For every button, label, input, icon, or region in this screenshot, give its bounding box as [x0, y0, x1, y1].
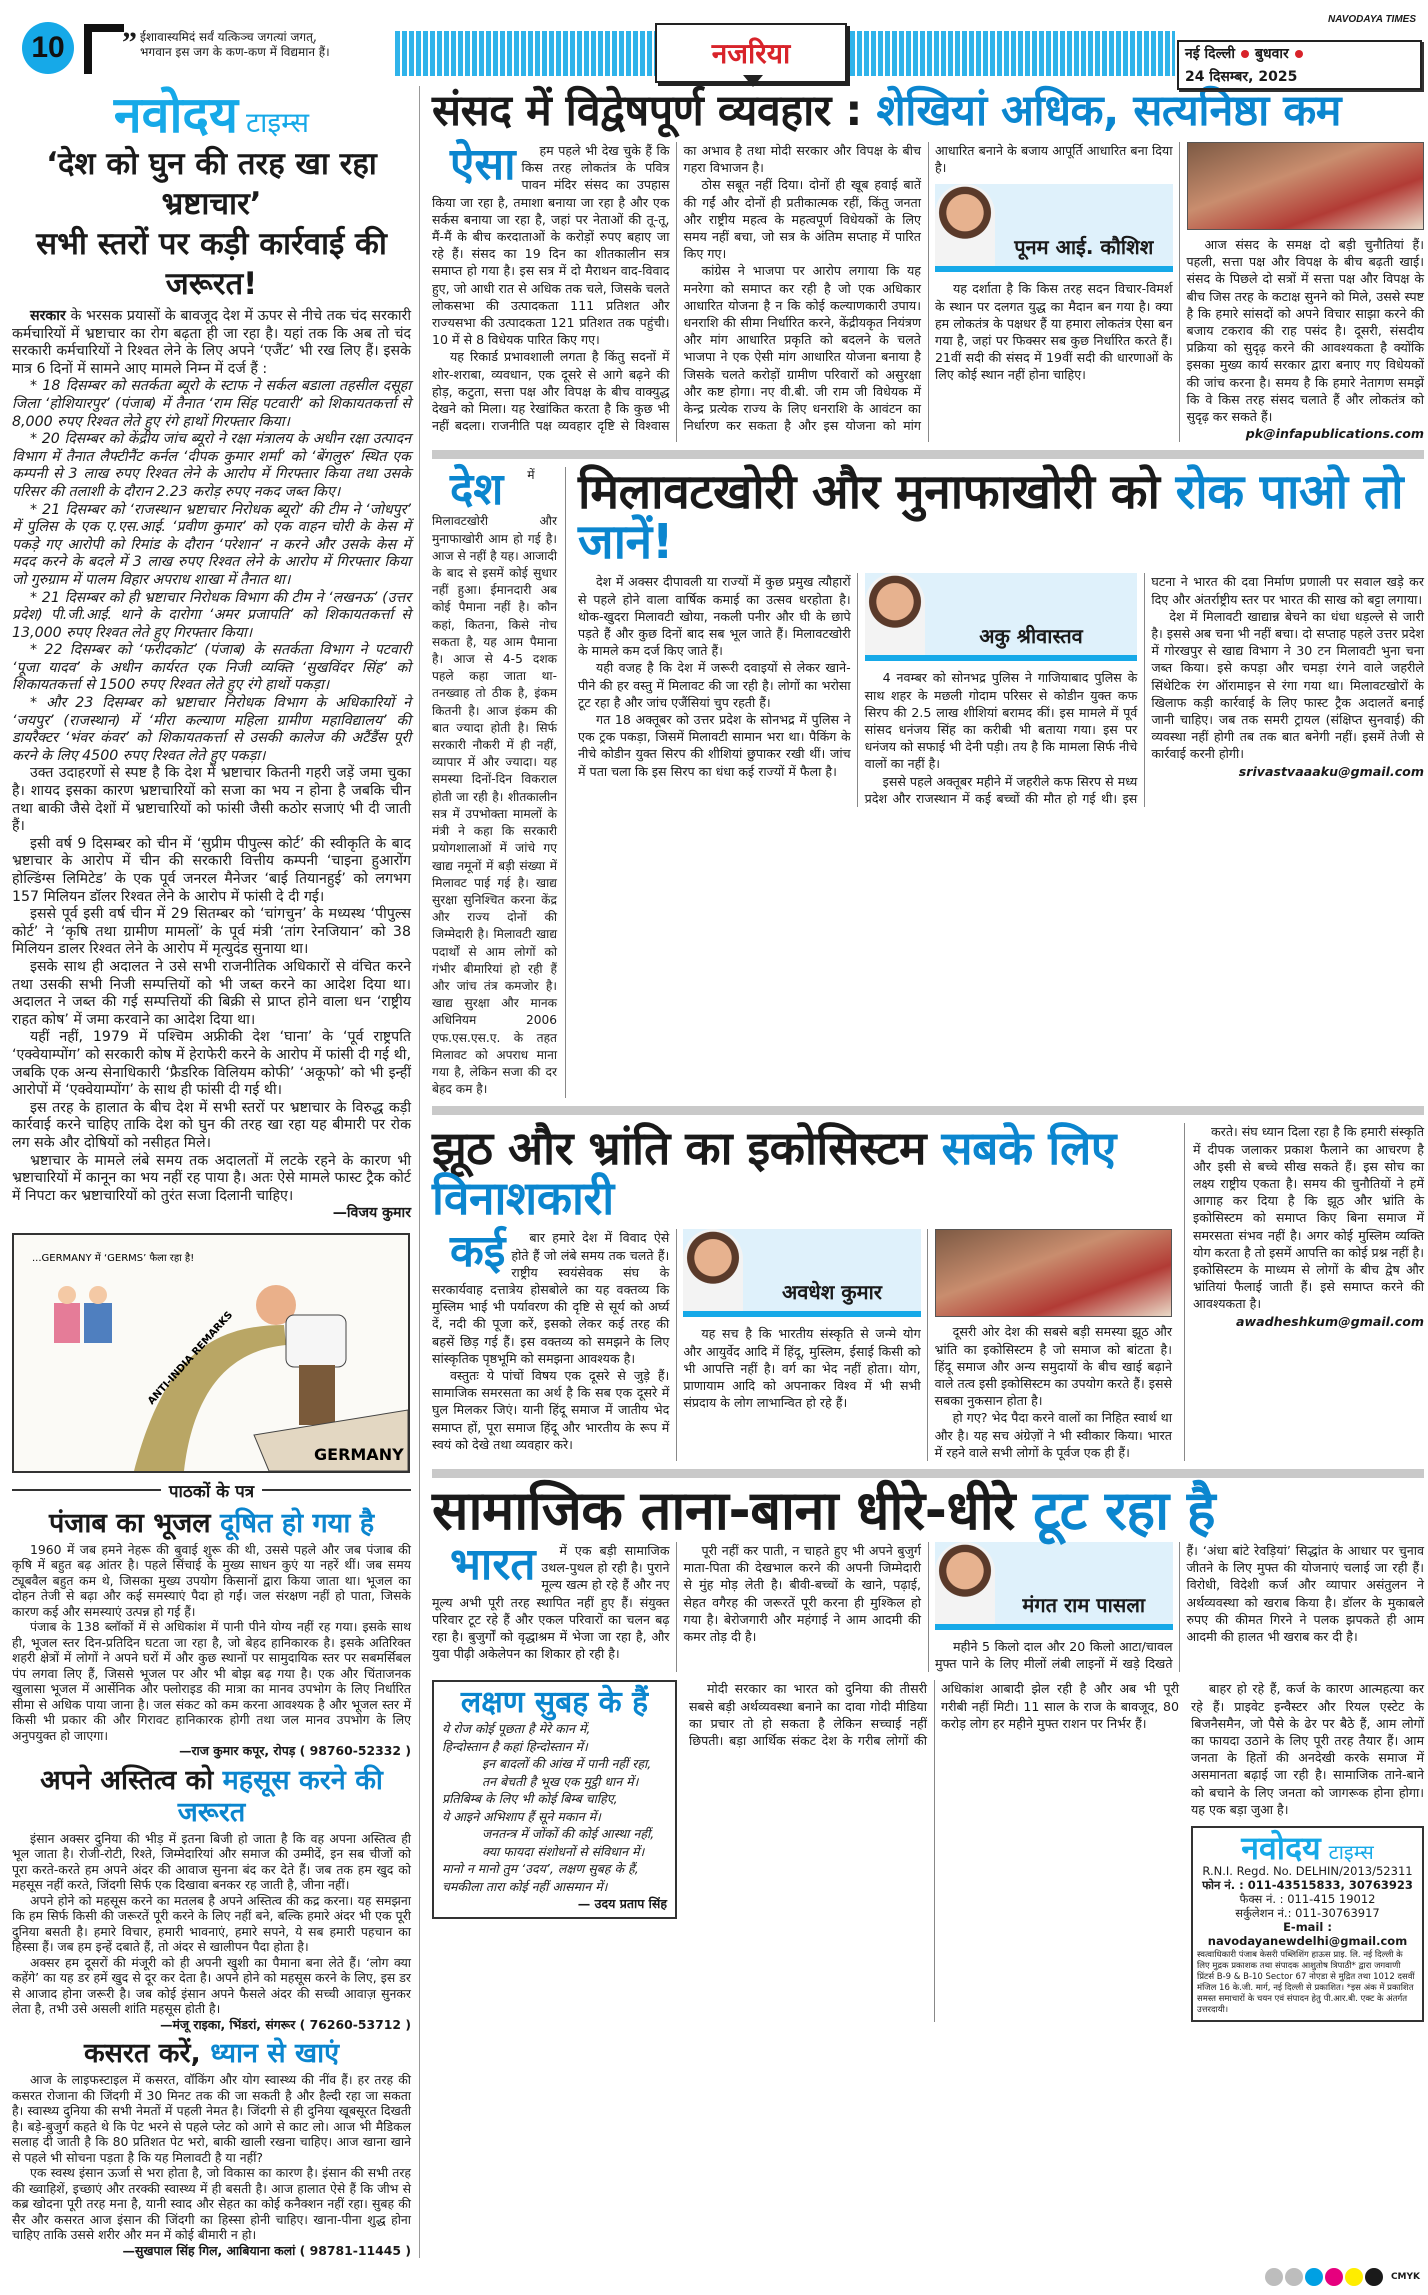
cartoon-drawing — [14, 1235, 408, 1471]
editorial-cartoon — [12, 1233, 410, 1473]
print-marks — [0, 2268, 1428, 2294]
registration-dot — [1305, 2268, 1323, 2286]
paragraph-text: इससे पहले अक्तूबर महीने में जहरीले कफ सिरप से मध्य प्रदेश और राजस्थान में कई बच्चों की मौत हो गई थी। इस घटना ने भारत की दवा निर्माण प्रणाली पर सवाल खड़े कर दिए और अंतर्राष्ट्रीय स्तर पर भारत की साख को बट्टा लगाया। — [864, 574, 1424, 806]
paragraph: इसके साथ ही अदालत ने उसे सभी राजनीतिक अधिकारों से वंचित करने तथा उसकी सभी निजी सम्पत्तियों को भी जब्त करने का आदेश दिया था। अदालत ने जब्त की गई सम्पत्तियों की बिक्री से प्राप्त होने वाला धन ‘राष्ट्रीय राहत कोष’ में जमा करवाने का आदेश दिया था। — [12, 958, 411, 1028]
section-separator — [432, 450, 1424, 459]
bullet-item: * 18 दिसम्बर को सतर्कता ब्यूरो के स्टाफ ने सर्कल बडाला तहसील दसूहा जिला ‘होशियारपुर’ (पंजाब) में तैनात ‘राम सिंह पटवारी’ को शिकायतकर्त्ता से 8,000 रुपए रिश्वत लेते हुए रंगे हाथों गिरफ्तार किया। — [12, 378, 411, 430]
section-separator — [432, 1106, 1424, 1115]
paragraph: 1960 में जब हमने नेहरू की बुवाई शुरू की थी, उससे पहले और जब पंजाब की कृषि में बहुत बढ़ आंतर है। पहले सिंचाई के मुख्य साधन कुएं या नहरें थीं। जब समय ट्यूबवैल बहुत कम थे, जिसका मुख्य उपयोग किसानों द्वारा किया जाता था। भूजल का दोहन तेजी से बढ़ा और कई समस्याएं पैदा हो गईं। जल संरक्षण नहीं हो पाता, जिसके कारण कई और समस्याएं उत्पन्न हो गई हैं। — [12, 1541, 411, 1619]
paper-name: NAVODAYA TIMES — [1328, 14, 1416, 25]
headline-dark: झूठ और भ्रांति का इकोसिस्टम — [432, 1121, 926, 1176]
article-body — [1191, 1680, 1424, 1818]
headline-blue: रोक पाओ तो जानें! — [578, 464, 1404, 571]
author-byline — [865, 573, 1138, 661]
paragraph-text: यह रिकार्ड प्रभावशाली लगता है किंतु सदनों में शोर-शराबा, व्यवधान, एक दूसरे से आगे बढ़ने की होड़, कटुता, सत्ता पक्ष और विपक्ष के बीच वाक्युद्ध देखने को मिला। यह रेखांकित करता है कि कुछ भी नहीं बदला। राजनीति पक्ष व्यवहार दृष्टि से विश्वास का अभाव है तथा मोदी सरकार और विपक्ष के बीच गहरा विभाजन है। — [432, 143, 921, 434]
poem-line: ये आइने अभिशाप हैं सूने मकान में। — [442, 1808, 601, 1824]
paragraph-text: देश में मिलावटी खाद्यान्न बेचने का धंधा धड़ल्ले से जारी है। इससे अब चना भी नहीं बचा। दो सप्ताह पहले उत्तर प्रदेश में गोरखपुर से खाद्य विभाग ने 30 टन मिलावटी भुना चना जब्त किया। इसे कपड़ा और चमड़ा रंगने वाले जहरीले सिंथेटिक रंग ऑरामाइन से रंगा गया था। मिलावटखोरों के खिलाफ कड़ी कार्रवाई के लिए फास्ट ट्रैक अदालतें बनाई जानी चाहिए। जब तक समरी ट्रायल (संक्षिप्त सुनवाई) की व्यवस्था नहीं होगी तब तक बात बनेगी नहीं। इसमें तेजी से कार्रवाई करनी होगी। — [1151, 608, 1424, 762]
article-body — [432, 1226, 1172, 1461]
paragraph-text: देश में अक्सर दीपावली या राज्यों में कुछ प्रमुख त्यौहारों से पहले होने वाला वार्षिक कमाई का उत्सव धरहोता है। थोक-खुदरा मिलावटी खोया, नकली पनीर और घी के छापे पड़ते हैं और कुछ दिनों बाद सब भूल जाते हैं। मिलावटखोरी के मामले कम दर्ज किए जाते हैं। — [578, 574, 851, 659]
paragraph-text: गत 18 अक्तूबर को उत्तर प्रदेश के सोनभद्र में पुलिस ने एक ट्रक पकड़ा, जिसमें मिलावटी सामान भरा था। पैकिंग के नीचे कोडीन युक्त सिरप की शीशियां छुपाकर रखी थीं। जांच में पता चला कि इस सिरप का धंधा कई राज्यों में फैला है। — [578, 712, 851, 779]
paragraph-text: यही वजह है कि देश में जरूरी दवाइयों से लेकर खाने-पीने की हर वस्तु में मिलावट की जा रही है। लोगों का भरोसा टूट रहा है और जांच एजैंसियां चुप रहती हैं। — [578, 660, 851, 710]
headline-blue: महसूस करने की जरूरत — [177, 1764, 383, 1828]
header-quote — [122, 26, 390, 60]
paragraph — [935, 1409, 1172, 1461]
lead-word: सरकार — [30, 308, 66, 324]
bullet-item: * 20 दिसम्बर को केंद्रीय जांच ब्यूरो ने रक्षा मंत्रालय के अधीन रक्षा उत्पादन विभाग में तैनात लैफ्टीनैंट कर्नल ‘दीपक कुमार शर्मा’ को ‘बेंगलुरु’ स्थित एक कम्पनी से 3 लाख रुपए रिश्वत लेने के आरोप में गिरफ्तार किया तथा उसके परिसर की तलाशी के दौरान 2.23 करोड़ रुपए नकद जब्त किए। — [12, 431, 411, 500]
registration-dot — [1345, 2268, 1363, 2286]
cartoon-label: ANTI-INDIA REMARKS — [146, 1309, 236, 1407]
dropcap: कई — [450, 1226, 506, 1278]
paragraph — [689, 1680, 1179, 1749]
headline-dark: कसरत करें, — [83, 2038, 201, 2070]
paragraph — [1193, 1123, 1424, 1312]
author-name: अवधेश कुमार — [782, 1280, 882, 1305]
article-body — [689, 1680, 1179, 2022]
registration-dot — [1365, 2268, 1383, 2286]
quote-line-1: ईशावास्यमिदं सर्वं यत्किञ्च जगत्यां जगत्, — [140, 30, 317, 44]
article — [432, 1478, 1424, 2022]
bullet-item: * और 23 दिसम्बर को भ्रष्टाचार निरोधक विभाग के अधिकारियों ने ‘जयपुर’ (राजस्थान) में ‘मीरा कल्याण महिला ग्रामीण महाविद्यालय’ की डायरैक्टर ‘भंवर कंवर’ को शिकायतकर्त्ता से उसकी कालेज की अटैंडैंस पूरी करने के लिए 4500 रुपए रिश्वत लेते हुए पकड़ा। — [12, 695, 411, 764]
headline-blue: दूषित हो गया है — [220, 1507, 375, 1539]
cmyk-mark: CMYK — [1390, 2272, 1420, 2283]
paragraph: पंजाब के 138 ब्लॉकों में से अधिकांश में पानी पीने योग्य नहीं रह गया। इसके साथ ही, भूजल स्तर दिन-प्रतिदिन घटता जा रहा है, जो बेहद हानिकारक है। इसके अतिरिक्त शहरी क्षेत्रों में लोगों ने अपने घरों में और कुछ स्थानों पर सामुदायिक स्तर पर सबमर्सिबल पंप लगवा लिए हैं, जिससे भूजल पर और भी बोझ बढ़ गया है। एक और चिंताजनक खुलासा भूजल में आर्सेनिक और फ्लोराइड की मात्रा का मानव उपभोग के लिए निर्धारित सीमा से अधिक पाया जाना है। जल संकट को कम करना आवश्यक है और भूजल स्तर में किसी भी प्रकार की और गिरावट हानिकारक होगी तथा जल मानव उपभोग के लिए अनुपयुक्त हो जाएगा। — [12, 1619, 411, 1743]
poem-line: चमकीला तारा कोई नहीं आसमान में। — [442, 1878, 608, 1894]
article — [432, 464, 1424, 1098]
woman-figure — [54, 1303, 80, 1343]
author-email: awadheshkum@gmail.com — [1236, 1313, 1424, 1329]
paragraph-text: वस्तुतः ये पांचों विषय एक दूसरे से जुड़े हैं। सामाजिक समरसता का अर्थ है कि सब एक दूसरे में घुल मिलकर जिएं। यानी हिंदू समाज में जातीय भेद समाप्त हों, पूरा समाज हिंदू और भारतीय के रूप में स्वयं को देखे तथा व्यवहार करे। — [432, 1367, 670, 1452]
circulation: सर्कुलेशन नं.: 011-30763917 — [1235, 1906, 1380, 1920]
bullet-item: * 22 दिसम्बर को ‘फरीदकोट’ (पंजाब) के सतर्कता विभाग ने पटवारी ‘पूजा यादव’ के अधीन कार्यरत एक निजी व्यक्ति ‘सुखविंदर सिंह’ को शिकायतकर्त्ता से 1500 रुपए रिश्वत लेते हुए रंगे हाथों पकड़ा। — [12, 642, 411, 694]
paragraph-text: कांग्रेस ने भाजपा पर आरोप लगाया कि यह मनरेगा को समाप्त कर रही है जो एक अधिकार आधारित योजना है न कि कोई कल्याणकारी उपाय। धनराशि की सीमा निर्धारित करने, केंद्रीयकृत नियंत्रण और मांग आधारित प्रकृति को बदलने के चलते भाजपा ने एक ऐसी मांग आधारित योजना बनाया है जिसके चलते करोड़ों ग्रामीण परिवारों को असुरक्षा और कष्ट होगा। नए वी.बी. जी राम जी विधेयक में केन्द्र प्रत्येक राज्य के लिए धनराशि के आवंटन का निर्धारण कर सकता है और इस योजना को मांग आधारित बनाने के बजाय आपूर्ति आधारित बना दिया है। — [683, 143, 1173, 434]
author-byline — [935, 1542, 1173, 1630]
paragraph-text: बार हमारे देश में विवाद ऐसे होते हैं जो लंबे समय तक चलते हैं। राष्ट्रीय स्वयंसेवक संघ के सरकार्यवाह दत्तात्रेय होसबोले का यह वक्तव्य कि मुस्लिम भाई भी पर्यावरण की दृष्टि से सूर्य को अर्घ्य दें, नदी की पूजा करें, इसको लेकर कई तरह की बहसें छिड़ गई हैं। इस वक्तव्य को समझने के लिए सांस्कृतिक पृष्ठभूमि को समझना आवश्यक है। — [432, 1230, 670, 1366]
paragraph — [1187, 236, 1425, 425]
left-column — [12, 86, 420, 2258]
author-byline — [935, 184, 1173, 272]
article-intro — [432, 464, 566, 1098]
article-body — [432, 139, 1424, 442]
paragraph — [432, 1538, 670, 1662]
paragraph — [684, 1542, 922, 1645]
author-photo — [865, 573, 925, 655]
quote-mark-icon: ” — [122, 26, 137, 59]
paragraph-text: 4 नवम्बर को सोनभद्र पुलिस ने गाजियाबाद पुलिस के साथ शहर के मछली गोदाम परिसर से कोडीन युक्त कफ सिरप की 2.5 लाख शीशियां बरामद कीं। इस मामले में पूर्व सांसद धनंजय सिंह का करीबी भी बताया गया। इस पर धनंजय को सफाई भी देनी पड़ी। तय है कि मामला सिर्फ नीचे वालों का नहीं है। — [864, 670, 1138, 772]
paragraph-text: यह दर्शाता है कि किस तरह सदन विचार-विमर्श के स्थान पर दलगत युद्ध का मैदान बन गया है। क्या हम लोकतंत्र के पक्षधर हैं या हमारा लोकतंत्र ऐसा बन गया है, जहां पर फिक्सर सब कुछ निर्धारित करते हैं। 21वीं सदी की संसद में 19वीं सदी की धारणाओं के लिए कोई स्थान नहीं होना चाहिए। — [935, 281, 1173, 383]
masthead-logo — [1197, 1829, 1418, 1867]
letter-author: —मंजू राइका, भिंडरां, संगरूर ( 76260-53712 ) — [160, 2016, 411, 2032]
headline-blue: ध्यान से खाएं — [210, 2038, 340, 2070]
registration-dot — [1285, 2268, 1303, 2286]
letter-headline — [12, 1765, 411, 1829]
article-main — [578, 464, 1424, 1098]
paragraph-text: में मिलावटखोरी और मुनाफाखोरी आम हो गई है। आज से नहीं है यह। आजादी के बाद से इसमें कोई सुधार नहीं हुआ। ईमानदारी अब कोई पैमाना नहीं है। कौन कहां, कितना, किसे नोच सकता है, यह आम पैमाना है। आज से 4-5 दशक पहले कहा जाता था- तनख्वाह तो ठीक है, इंकम कितनी है। आज इंकम की बात ज्यादा होती है। सिर्फ सरकारी नौकरी में ही नहीं, व्यापार में और ज्यादा। यह समस्या दिनों-दिन विकराल होती जा रही है। शीतकालीन सत्र में उपभोक्ता मामलों के मंत्री ने कहा कि सरकारी प्रयोगशालाओं में जांचे गए खाद्य नमूनों में बड़ी संख्या में मिलावट पाई गई है। खाद्य सुरक्षा सुनिश्चित करना केंद्र और राज्य दोनों की जिम्मेदारी है। मिलावटी खाद्य पदार्थों से आम लोगों को गंभीर बीमारियां हो रही हैं और जांच तंत्र कमजोर है। खाद्य सुरक्षा और मानक अधिनियम 2006 एफ.एस.एस.ए. के तहत मिलावट को अपराध माना गया है, लेकिन सजा की दर बेहद कम है। — [432, 468, 557, 1097]
logo-main: नवोदय — [1241, 1829, 1321, 1867]
bullet-item: * 21 दिसम्बर को ‘राजस्थान भ्रष्टाचार निरोधक ब्यूरो’ की टीम ने ‘जोधपुर’ में पुलिस के एक ए.एस.आई. ‘प्रवीण कुमार’ को एक वाहन चोरी के केस में पकड़े गए आरोपी को रिमांड के दौरान ‘परेशान’ न करने और उसके केस में मदद करने के बदले में 3 लाख रुपए रिश्वत लेने के आरोप में गिरफ्तार किया जो गुरुग्राम में पालम विहार अपराध शाखा में तैनात था। — [12, 501, 411, 588]
author-name: अकु श्रीवास्तव — [979, 624, 1083, 649]
poem-line: मानो न मानो तुम ‘उदय’, लक्षण सुबह के हैं, — [442, 1861, 639, 1877]
paragraph — [578, 711, 851, 780]
dropcap: देश — [450, 464, 504, 516]
paragraph: इससे पूर्व इसी वर्ष चीन में 29 सितम्बर को ‘चांगचुन’ के मध्यस्थ ‘पीपुल्स कोर्ट’ ने ‘कृषि तथा ग्रामीण मामलों’ के पूर्व मंत्री ‘तांग रेनजियान’ को 38 मिलियन डालर रिश्वत लेने के आरोप में मृत्युदंड सुनाया था। — [12, 906, 411, 958]
registration-marks — [1265, 2268, 1383, 2286]
paragraph: अपने होने को महसूस करने का मतलब है अपने अस्तित्व की कद्र करना। यह समझना कि हम सिर्फ किसी की जरूरतें पूरी करने के लिए नहीं बने, बल्कि हमारे अंदर भी एक पूरी दुनिया बसती है। हमारे विचार, हमारी भावनाएं, हमारे सपने, ये सब हमारी पहचान का हिस्सा हैं। जब हम इन्हें दबाते हैं, तो अंदर से खालीपन पैदा होता है। — [12, 1892, 411, 1955]
letter-headline — [12, 1508, 411, 1540]
poem-line: ये रोज कोई पूछता है मेरे कान में, — [442, 1721, 591, 1737]
author-photo — [683, 1229, 743, 1311]
city: नई दिल्ली — [1185, 46, 1236, 62]
paragraph-text: आज संसद के समक्ष दो बड़ी चुनौतियां हैं। पहली, सत्ता पक्ष और विपक्ष के बीच बढ़ती खाई। संसद के पिछले दो सत्रों में सत्ता पक्ष और विपक्ष के बीच जिस तरह के कटाक्ष सुनने को मिले, उससे स्पष्ट है कि हमारे सांसदों को अपने विचार साझा करने की बजाय टकराव की राह पसंद है। दूसरी, संसदीय प्रक्रिया को सुदृढ़ करने की आवश्यकता है क्योंकि इसका मुख्य कार्य सरकार द्वारा बनाए गए विधेयकों की जांच करना है। समय है कि हमारे नेतागण समझें कि वे किस तरह संसद चलाते हैं और लोकतंत्र को सुदृढ़ कर सकते हैं। — [1186, 237, 1424, 425]
editorial-body — [12, 308, 411, 1223]
author-email: pk@infapublications.com — [1245, 426, 1424, 442]
author-byline — [683, 1229, 920, 1317]
headline-dark: मिलावटखोरी और मुनाफाखोरी को — [578, 464, 1160, 521]
paragraph — [683, 1325, 920, 1411]
article — [432, 1123, 1424, 1461]
paragraph — [432, 1367, 669, 1453]
author-name: मंगत राम पासला — [1022, 1592, 1146, 1617]
poem-line: हिन्दोस्तान है कहां हिन्दोस्तान में। — [442, 1738, 588, 1754]
paragraph-text: ठोस सबूत नहीं दिया। दोनों ही खूब हवाई बातें की गईं और दोनों ही प्रतीकात्मक रहीं, किंतु जनता और राष्ट्रीय महत्व के महत्वपूर्ण विधेयकों के लिए समय नहीं बचा, जो सत्र के अंतिम सप्ताह में पारित किए गए। — [683, 177, 921, 262]
headline-line-2: सभी स्तरों पर कड़ी कार्रवाई की जरूरत! — [36, 226, 387, 302]
article-body — [578, 573, 1424, 807]
day: बुधवार — [1255, 46, 1289, 62]
dropcap: भारत — [450, 1538, 536, 1590]
article-headline — [578, 464, 1424, 571]
page-number: 10 — [22, 22, 74, 74]
paragraph-text: हो गए? भेद पैदा करने वालों का निहित स्वार्थ था और है। यह सच अंग्रेज़ों ने भी स्वीकार किया। भारत में रहने वाले सभी लोगों के पूर्वज एक ही हैं। — [934, 1410, 1172, 1460]
author-photo — [935, 1542, 995, 1624]
paragraph: आज के लाइफस्टाइल में कसरत, वॉकिंग और योग स्वास्थ्य की नींव हैं। हर तरह की कसरत रोजाना की जिंदगी में 30 मिनट तक की जा सकती है और हैल्दी रहा जा सकता है। स्वास्थ्य दुनिया की सभी नेमतों में पहली नेमत है। जिंदगी से ही दुनिया खूबसूरत दिखती है। बड़े-बुजुर्ग कहते थे कि पेट भरने से पहले प्लेट को आगे से काट लो। आज भी मैडिकल सलाह दी जाती है कि 80 प्रतिशत पेट भरो, बाकी खाली रखना चाहिए। आज खाना खाने से पहले भी सोचना पड़ता है कि यह मिलावटी है या नहीं? — [12, 2072, 411, 2165]
man-shirt — [286, 1315, 346, 1367]
poem-line: प्रतिबिम्ब के लिए भी कोई बिम्ब चाहिए, — [442, 1791, 618, 1807]
masthead-email: E-mail : navodayanewdelhi@gmail.com — [1207, 1920, 1408, 1948]
paragraph-text: बाहर हो रहे हैं, कर्ज के कारण आत्महत्या कर रहे हैं। प्राइवेट इन्वैस्टर और रियल एस्टेट के बिजनैसमैन, जो पैसे के ढेर पर बैठे हैं, आम लोगों का फायदा उठाने के लिए पूरी तरह तैयार हैं। आम जनता के हितों की अनदेखी करके समाज में असमानता बढ़ाई जा रही है। सामाजिक ताने-बाने को बचाने के लिए जनता को जागरूक होना होगा। यह एक बड़ा जुआ है। — [1191, 1681, 1424, 1817]
author-email: srivastvaaaku@gmail.com — [1238, 763, 1424, 779]
paragraph — [432, 1226, 670, 1367]
paragraph — [1151, 608, 1424, 763]
fax: फैक्स नं. : 011-415 19012 — [1239, 1892, 1376, 1906]
poem-title: लक्षण सुबह के हैं — [460, 1685, 649, 1721]
paragraph — [935, 280, 1173, 383]
paragraph: इंसान अक्सर दुनिया की भीड़ में इतना बिजी हो जाता है कि वह अपना अस्तित्व ही भूल जाता है। रोजी-रोटी, रिश्ते, जिम्मेदारियां और समाज की उम्मीदें, इन सब चीजों को पूरा करते-करते हम अपने अंदर की आवाज सुनना बंद कर देते हैं। जब तक हम खुद को महसूस नहीं करते, जिंदगी सिर्फ एक दिखावा बनकर रह जाती है, जीना नहीं। — [12, 1830, 411, 1893]
paragraph-text: पूरी नहीं कर पाती, न चाहते हुए भी अपने बुजुर्ग माता-पिता की देखभाल करने की अपनी जिम्मेदारी से मुंह मोड़ लेती है। बीवी-बच्चों के खाने, पढ़ाई, सेहत वगैरह की जरूरतें पूरी करना ही मुश्किल हो गया है। बेरोजगारी और महंगाई ने आम आदमी की कमर तोड़ दी है। — [683, 1542, 921, 1644]
section-title: नजरिया — [655, 23, 847, 83]
section-separator — [432, 1469, 1424, 1478]
paragraph: उक्त उदाहरणों से स्पष्ट है कि देश में भ्रष्टाचार कितनी गहरी जड़ें जमा चुका है। शायद इसका कारण भ्रष्टाचारियों को सजा का भय न होना है जबकि चीन तथा बाकी जैसे देशों में भ्रष्टाचारियों को फांसी जैसी कठोर सजाएं भी दी जाती हैं। — [12, 765, 411, 835]
paragraph — [865, 669, 1138, 772]
paragraph-text: करते। संघ ध्यान दिला रहा है कि हमारी संस्कृति में दीपक जलाकर प्रकाश फैलाने का आचरण है और इसी से बच्चे सीख सकते हैं। इस सोच का लक्ष्य राष्ट्रीय एकता है। समय की चुनौतियों ने हमें आगाह कर दिया है कि झूठ और भ्रांति के इकोसिस्टम को समाप्त किए बिना समाज में समरसता संभव नहीं है। अगर कोई मुस्लिम व्यक्ति योग करता है तो इसमें आपत्ति का कोई प्रश्न नहीं है। इकोसिस्टम के माध्यम से लोगों के बीच द्वेष और भ्रांतियां फैलाई जाती हैं। इसे समाप्त करने की आवश्यकता है। — [1193, 1124, 1424, 1312]
paragraph: भ्रष्टाचार के मामले लंबे समय तक अदालतों में लटके रहने के कारण भी भ्रष्टाचारियों में कानून का भय नहीं रह पाया है। अतः ऐसे मामले फास्ट ट्रैक कोर्ट में निपटा कर भ्रष्टाचारियों को तुरंत सजा दिलानी चाहिए। — [12, 1152, 411, 1204]
paragraph: यहीं नहीं, 1979 में पश्चिम अफ्रीकी देश ‘घाना’ के ‘पूर्व राष्ट्रपति ‘एक्वेयाम्पोंग’ को सरकारी कोष में हेराफेरी करने के आरोप में फांसी दी गई थी, जबकि एक अन्य सेनाधिकारी ‘फ्रैडरिक विलियम कोफी’ ‘अकूफो’ को भी इन्हीं आरोपों में ‘एक्वेयाम्पोंग’ के साथ ही फांसी दी गई थी। — [12, 1029, 411, 1099]
registration-dot — [1325, 2268, 1343, 2286]
date: 24 दिसम्बर, 2025 — [1185, 69, 1298, 85]
headline-blue: सबके लिए विनाशकारी — [432, 1121, 1116, 1226]
article-photo — [935, 1229, 1172, 1317]
rni-number: R.N.I. Regd. No. DELHIN/2013/52311 — [1202, 1864, 1413, 1878]
paragraph: अक्सर हम दूसरों की मंजूरी को ही अपनी खुशी का पैमाना बना लेते हैं। ‘लोग क्या कहेंगे’ का यह डर हमें खुद से दूर कर देता है। अपने होने को महसूस करने के लिए, इस डर से आजाद होना जरूरी है। जब कोई इंसान अपने फैसले अंदर की सच्ची आवाज़ सुनकर लेता है, तभी उसे असली शांति महसूस होती है। — [12, 1954, 411, 2017]
article-headline — [432, 86, 1424, 136]
articles-column — [432, 86, 1424, 2258]
paragraph — [432, 464, 557, 1098]
bullet-item: * 21 दिसम्बर को ही भ्रष्टाचार निरोधक विभाग की टीम ने ‘लखनऊ’ (उत्तर प्रदेश) पी.जी.आई. थाने के दारोगा ‘अमर प्रजापति’ को शिकायतकर्त्ता से 13,000 रुपए रिश्वत लेते हुए गिरफ्तार किया। — [12, 589, 411, 641]
page-body — [0, 86, 1428, 2268]
paragraph-text: यह सच है कि भारतीय संस्कृति से जन्मे योग और आयुर्वेद आदि में हिंदू, मुस्लिम, ईसाई किसी को भी आपत्ति नहीं है। वर्ग का भेद नहीं होता। योग, प्राणायाम आदि को अपनाकर विश्व में भी सभी संप्रदाय के लोग लाभान्वित हो रहे हैं। — [683, 1326, 921, 1411]
article — [432, 86, 1424, 442]
paragraph-text: में एक बड़ी सामाजिक उथल-पुथल हो रही है। पुराने मूल्य खत्म हो रहे हैं और नए मूल्य अभी पूरी तरह स्थापित नहीं हुए हैं। संयुक्त परिवार टूट रहे हैं और एकल परिवारों का चलन बढ़ रहा है। बुजुर्गों को वृद्धाश्रम में भेजा जा रहा है, और युवा पीढ़ी अकेलेपन का शिकार हो रही है। — [432, 1542, 670, 1662]
man-figure-small — [84, 1303, 112, 1343]
paragraph — [1191, 1680, 1424, 1818]
letter-headline — [12, 2038, 411, 2070]
masthead-box — [1191, 1826, 1424, 2022]
logo-sub: टाइम्स — [1328, 1840, 1374, 1864]
paragraph: एक स्वस्थ इंसान ऊर्जा से भरा होता है, जो विकास का कारण है। इंसान की सभी तरह की ख्वाहिशें, इच्छाएं और तरक्की स्वास्थ्य में ही बसती है। आज हालात ऐसे हैं कि जीभ से कब्र खोदना पूरी तरह मना है, यानी स्वाद और सेहत का कोई कनैक्शन नहीं रहा। सुबह की सैर और कसरत आज इंसान की जिंदगी का हिस्सा होनी चाहिए। खाना-पीना शुद्ध होना चाहिए ताकि उससे शरीर और मन में कोई बीमारी न हो। — [12, 2165, 411, 2243]
dot-icon — [1241, 50, 1249, 58]
poem-line: इन बादलों की आंख में पानी नहीं रहा, — [482, 1756, 652, 1772]
logo-sub: टाइम्स — [245, 106, 310, 140]
paragraph — [935, 1323, 1172, 1409]
paragraph-text: दूसरी ओर देश की सबसे बड़ी समस्या झूठ और भ्रांति का इकोसिस्टम है जो समाज को बांटता है। हिंदू समाज और अन्य समुदायों के बीच खाई बढ़ाने वाले तत्व इसी इकोसिस्टम का उपयोग करते हैं। इससे सबका नुकसान होता है। — [934, 1324, 1172, 1409]
article-last-column — [1191, 1680, 1424, 2022]
phone: फोन नं. : 011-43515833, 30763923 — [1202, 1878, 1413, 1892]
paragraph-text: महीने 5 किलो दाल और 20 किलो आटा/चावल मुफ्त पाने के लिए मीलों लंबी लाइनों में खड़े दिखते हैं। ‘अंधा बांटे रेवड़ियां’ सिद्धांत के आधार पर चुनाव जीतने के लिए मुफ्त की योजनाएं चलाई जा रही हैं। विरोधी, विदेशी कर्ज और व्यापार असंतुलन ने अर्थव्यवस्था को खराब किया है। डॉलर के मुकाबले रुपए की कीमत गिरने ने पलक झपकते ही आम आदमी की हालत भी खराब कर दी है। — [935, 1542, 1424, 1672]
headline-blue: शेखियां अधिक, सत्यनिष्ठा कम — [876, 86, 1342, 136]
cartoon-speech: ...GERMANY में ‘GERMS’ फैला रहा है! — [32, 1252, 195, 1264]
paragraph-text: मोदी सरकार का भारत को दुनिया की तीसरी सबसे बड़ी अर्थव्यवस्था बनाने का दावा गोदी मीडिया का प्रचार तो हो सकता है लेकिन सच्चाई नहीं छिपती। बड़ा आर्थिक संकट देश के गरीब लोगों की अधिकांश आबादी झेल रही है और अब भी पूरी गरीबी नहीं मिटी। 11 साल के राज के बावजूद, 80 करोड़ लोग हर महीने मुफ्त राशन पर निर्भर हैं। — [689, 1681, 1179, 1748]
paragraph: के भरसक प्रयासों के बावजूद देश में ऊपर से नीचे तक चंद सरकारी कर्मचारियों में भ्रष्टाचार का रोग बढ़ता ही जा रहा है। यहां तक कि अब तो चंद सरकारी कर्मचारियों ने रिश्वत लेने के लिए अपने ‘एजैंट’ भी रख लिए हैं। इसके मात्र 6 दिनों में सामने आए मामले निम्न में दर्ज हैं : — [12, 308, 412, 377]
article-body — [1184, 1123, 1424, 1461]
letters — [12, 1508, 411, 2259]
logo-main: नवोदय — [113, 86, 238, 144]
poem-line: तन बेचती है भूख एक मुट्ठी धान में। — [482, 1773, 639, 1789]
paragraph — [578, 659, 851, 711]
man-head-small — [89, 1286, 107, 1304]
headline-blue: टूट रहा है — [1033, 1478, 1216, 1542]
headline-line-1: ‘देश को घुन की तरह खा रहा भ्रष्टाचार’ — [46, 146, 377, 222]
dropcap: ऐसा — [450, 139, 516, 190]
paragraph-text: हम पहले भी देख चुके हैं कि किस तरह लोकतंत्र के पवित्र पावन मंदिर संसद का उपहास किया जा रहा है, तमाशा बनाया जा रहा है और एक सर्कस बनाया जा रहा है, जहां पर नेताओं की तू-तू, मैं-मैं के बीच करदाताओं के करोड़ों रुपए बहाए जा रहे हैं। संसद का 19 दिन का शीतकालीन सत्र समाप्त हो गया है। इस सत्र में दो मैराथन वाद-विवाद हुए, जो आधी रात से अधिक तक चले, जिसके चलते लोकसभा की उत्पादकता 111 प्रतिशत और राज्यसभा की उत्पादकता 121 प्रतिशत तक पहुंची। 10 में से 8 विधेयक पारित किए गए। — [432, 143, 670, 348]
editorial-lead — [12, 308, 411, 378]
dot-icon — [1295, 50, 1303, 58]
letter-body — [12, 1542, 411, 1759]
headline-dark: सामाजिक ताना-बाना धीरे-धीरे — [432, 1478, 1015, 1542]
page-header — [0, 0, 1428, 86]
article-body — [432, 1538, 1424, 1672]
woman-head — [58, 1286, 76, 1304]
imprint: स्वत्वाधिकारी पंजाब केसरी पब्लिशिंग हाऊस प्राइ. लि. नई दिल्ली के लिए मुद्रक प्रकाशक तथा संपादक आशुतोष त्रिपाठी* द्वारा जगवाणी प्रिंटर्स B-9 & B-10 Sector 67 नोएडा से मुद्रित तथा 1012 दसवीं मंजिल 16 के.जी. मार्ग, नई दिल्ली से प्रकाशित। *इस अंक में प्रकाशित समस्त समाचारों के चयन एवं संपादन हेतु पी.आर.बी. एक्ट के अंतर्गत उत्तरदायी। — [1197, 1950, 1415, 2015]
letter-body — [12, 1831, 411, 2033]
headline-dark: अपने अस्तित्व को — [40, 1764, 214, 1796]
editorial-items — [12, 378, 411, 765]
article-photo — [1187, 142, 1425, 230]
newspaper-logo — [12, 86, 411, 144]
quote-line-2: भगवान इस जग के कण-कण में विद्यमान हैं। — [140, 45, 330, 59]
ship-label: GERMANY — [314, 1444, 404, 1464]
editorial-author: —विजय कुमार — [332, 1205, 411, 1222]
poem-box — [432, 1680, 677, 1919]
editorial-headline — [12, 144, 411, 304]
author-name: पूनम आई. कौशिश — [1014, 235, 1154, 260]
author-photo — [935, 184, 995, 266]
poem-author: — उदय प्रताप सिंह — [577, 1896, 667, 1912]
paragraph — [684, 176, 922, 262]
man-trousers — [299, 1365, 335, 1425]
article-headline — [432, 1478, 1424, 1542]
letter-author: —सुखपाल सिंह गिल, आबियाना कलां ( 98781-11445 ) — [122, 2242, 411, 2258]
article-bottom-row — [432, 1680, 1424, 2022]
letter-body — [12, 2072, 411, 2258]
paragraph: इस तरह के हालात के बीच देश में सभी स्तरों पर भ्रष्टाचार के विरुद्ध कड़ी कार्रवाई करने चाहिए ताकि देश को घुन की तरह खा रहा यह बीमारी पर रोक लग सके और दोषियों को नसीहत मिले। — [12, 1099, 411, 1151]
article-main — [432, 1123, 1172, 1461]
paragraph — [432, 139, 670, 348]
dateline — [1177, 40, 1422, 90]
headline-dark: संसद में विद्वेषपूर्ण व्यवहार : — [432, 86, 863, 136]
headline-dark: पंजाब का भूजल — [48, 1507, 211, 1539]
poem-line: क्या फायदा संशोधनों से संविधान में। — [482, 1843, 645, 1859]
paragraph: इसी वर्ष 9 दिसम्बर को चीन में ‘सुप्रीम पीपुल्स कोर्ट’ की स्वीकृति के बाद भ्रष्टाचार के आरोप में चीन की सरकारी वित्तीय कम्पनी ‘चाइना हुआरोंग होल्डिंग्स लिमिटेड’ के एक पूर्व जनरल मैनेजर ‘बाई तियानहुई’ को लगभग 157 मिलियन डॉलर रिश्वत लेने के आरोप में फांसी दे दी गई। — [12, 835, 411, 905]
poem-line: जनतन्त्र में जोंकों की कोई आस्था नहीं, — [482, 1826, 655, 1842]
editorial-paragraphs — [12, 765, 411, 1205]
article-headline — [432, 1121, 1172, 1226]
corner-mark — [84, 24, 124, 74]
paragraph — [578, 573, 851, 659]
letters-section-header: पाठकों के पत्र — [12, 1479, 411, 1502]
registration-dot — [1265, 2268, 1283, 2286]
letter-author: —राज कुमार कपूर, रोपड़ ( 98760-52332 ) — [179, 1743, 411, 1759]
